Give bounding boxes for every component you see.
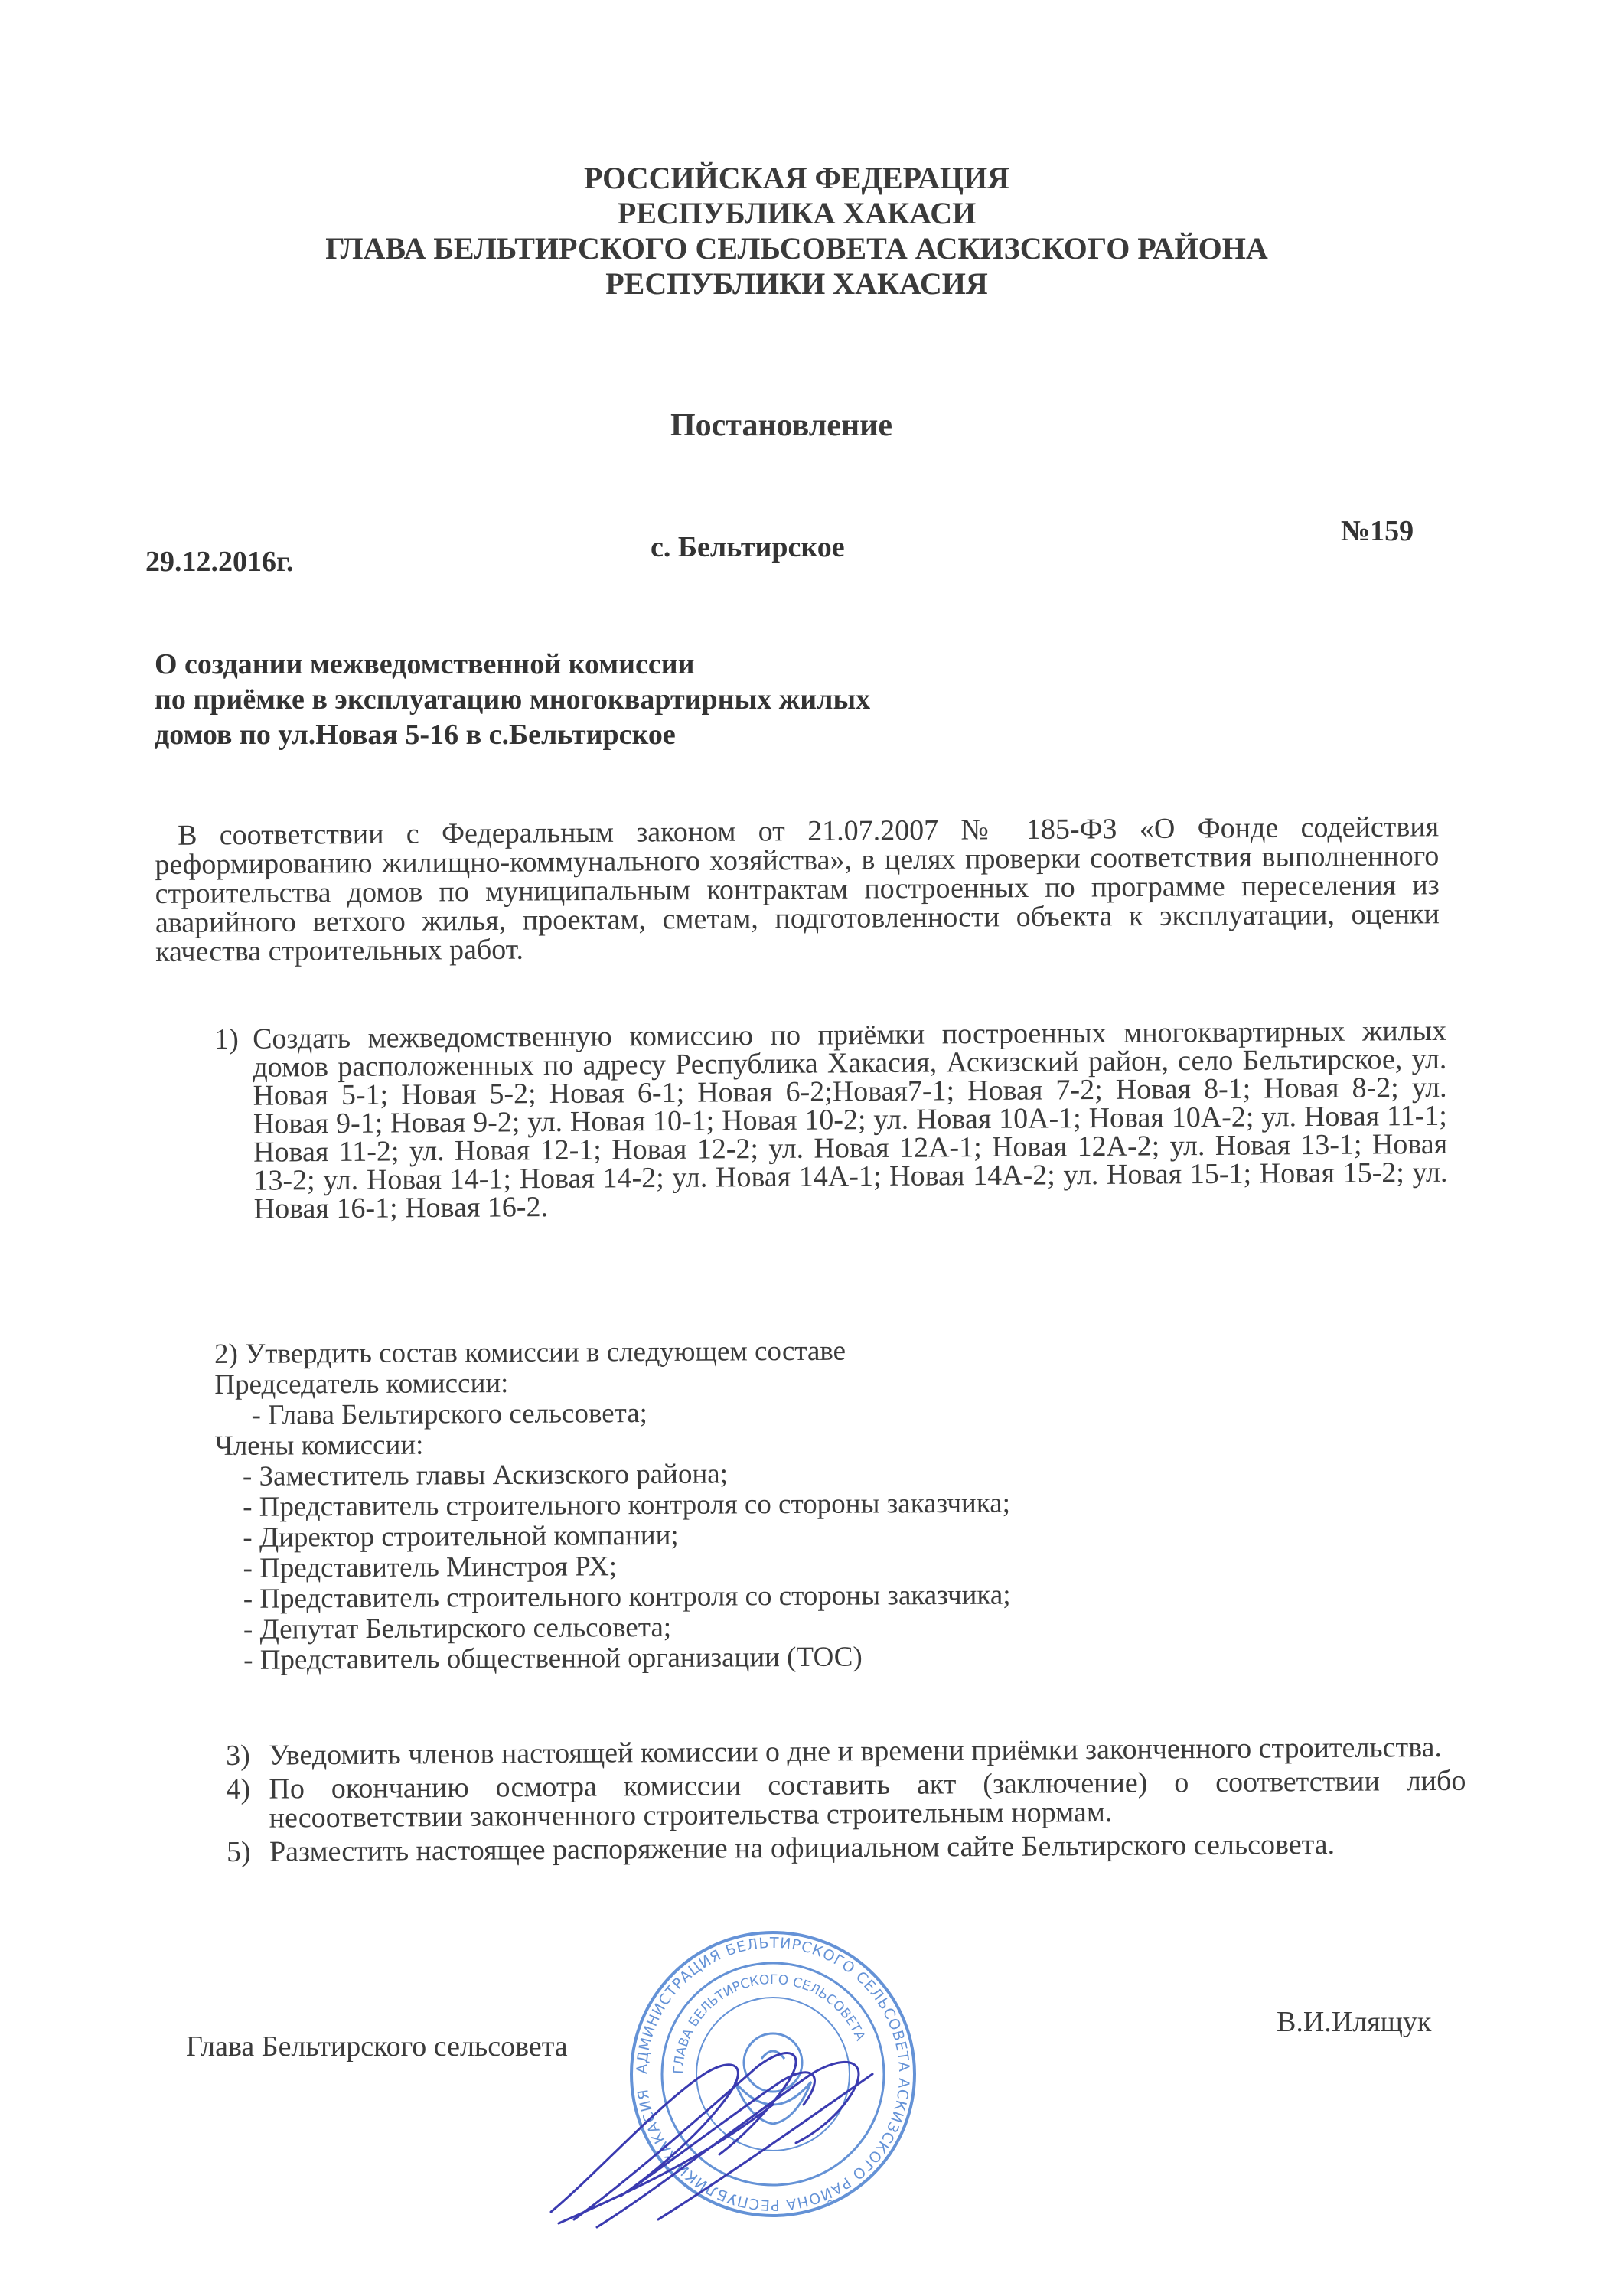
item-text: Разместить настоящее распоряжение на официальном сайте Бельтирского сельсовета. [269, 1828, 1335, 1868]
member-entry: - Заместитель главы Аскизского района; [242, 1458, 729, 1492]
item-text: Уведомить членов настоящей комиссии о дне и времени приёмки законченного строительства. [268, 1730, 1443, 1772]
document-subject [155, 647, 870, 752]
document-number: №159 [1341, 515, 1414, 547]
member-entry: - Представитель общественной организации (ТОС) [243, 1641, 863, 1676]
member-entry: - Директор строительной компании; [243, 1519, 679, 1554]
header-line-republic-2: РЕСПУБЛИКИ ХАКАСИЯ [605, 266, 988, 301]
members-label: Члены комиссии: [214, 1429, 424, 1462]
header-line-federation: РОССИЙСКАЯ ФЕДЕРАЦИЯ [583, 161, 1009, 195]
item-number: 1) [214, 1022, 239, 1056]
document-type-title: Постановление [670, 408, 892, 443]
subject-line-1: О создании межведомственной комиссии [155, 648, 695, 680]
header-line-head: ГЛАВА БЕЛЬТИРСКОГО СЕЛЬСОВЕТА АСКИЗСКОГО РАЙОНА [325, 231, 1268, 266]
document-header [0, 161, 1624, 302]
decree-item [226, 1766, 1466, 1833]
decree-item [225, 1730, 1466, 1772]
decree-item-1 [214, 1014, 1448, 1225]
header-line-republic: РЕСПУБЛИКА ХАКАСИ [617, 196, 977, 230]
signatory-name: В.И.Илящук [1277, 2006, 1432, 2038]
document-date: 29.12.2016г. [145, 546, 294, 578]
handwritten-signature [505, 1990, 934, 2242]
item-number: 4) [226, 1773, 251, 1805]
item-number: 3) [225, 1739, 250, 1772]
item-2-heading: 2) Утвердить состав комиссии в следующем составе [214, 1335, 846, 1370]
member-entry: - Представитель Минстроя РХ; [243, 1551, 618, 1584]
item-text: Создать межведомственную комиссию по приёмки построенных многоквартирных жилых домов расположенных по адресу Республика Хакасия, Аскизский район, село Бельтирское, ул. Новая 5-1; Новая 5-2; Новая 6-1; Новая 6-2;Новая7-1; Новая 7-2; Новая 8-1; Новая 8-2; ул. Новая 9-1; Новая 9-2; ул. Новая 10-1; Новая 10-2; ул. Новая 10А-1; Новая 10А-2; ул. Новая 11-1; Новая 11-2; ул. Новая 12-1; Новая 12-2; ул. Новая 12А-1; Новая 12А-2; ул. Новая 13-1; Новая 13-2; ул. Новая 14-1; Новая 14-2; ул. Новая 14А-1; Новая 14А-2; ул. Новая 15-1; Новая 15-2; ул. Новая 16-1; Новая 16-2. [252, 1014, 1448, 1225]
member-entry: - Депутат Бельтирского сельсовета; [243, 1611, 672, 1645]
member-entry: - Представитель строительного контроля со стороны заказчика; [243, 1579, 1011, 1615]
members-list [215, 1458, 1011, 1676]
signatory-title: Глава Бельтирского сельсовета [186, 2030, 568, 2063]
preamble-paragraph: В соответствии с Федеральным законом от 21.07.2007 № 185-ФЗ «О Фонде содействия реформированию жилищно-коммунального хозяйства», в целях проверки соответствия выполненного строительства домов по муниципальным контрактам построенных по программе переселения из аварийного ветхого жилья, проектам, сметам, подготовленности объекта к эксплуатации, оценки качества строительных работ. [155, 810, 1440, 968]
decree-item-2 [214, 1336, 1011, 1676]
subject-line-3: домов по ул.Новая 5-16 в с.Бельтирское [155, 719, 676, 751]
stamp-inner-text: ГЛАВА БЕЛЬТИРСКОГО СЕЛЬСОВЕТА [670, 1971, 868, 2075]
member-entry: - Представитель строительного контроля со стороны заказчика; [243, 1487, 1011, 1523]
subject-line-2: по приёмке в эксплуатацию многоквартирных жилых [155, 683, 871, 716]
decree-items-3-5 [225, 1730, 1466, 1871]
item-number: 5) [226, 1835, 251, 1868]
stamp-outer-text: АДМИНИСТРАЦИЯ БЕЛЬТИРСКОГО СЕЛЬСОВЕТА АСКИЗСКОГО РАЙОНА РЕСПУБЛИКИ ХАКАСИЯ [633, 1934, 913, 2214]
item-text: По окончанию осмотра комиссии составить акт (заключение) о соответствии либо несоответствии законченного строительства строительным нормам. [269, 1764, 1466, 1835]
chair-label: Председатель комиссии: [214, 1367, 509, 1401]
chair-entry: - Глава Бельтирского сельсовета; [251, 1397, 647, 1431]
decree-item [227, 1829, 1466, 1867]
document-place: с. Бельтирское [651, 531, 845, 563]
